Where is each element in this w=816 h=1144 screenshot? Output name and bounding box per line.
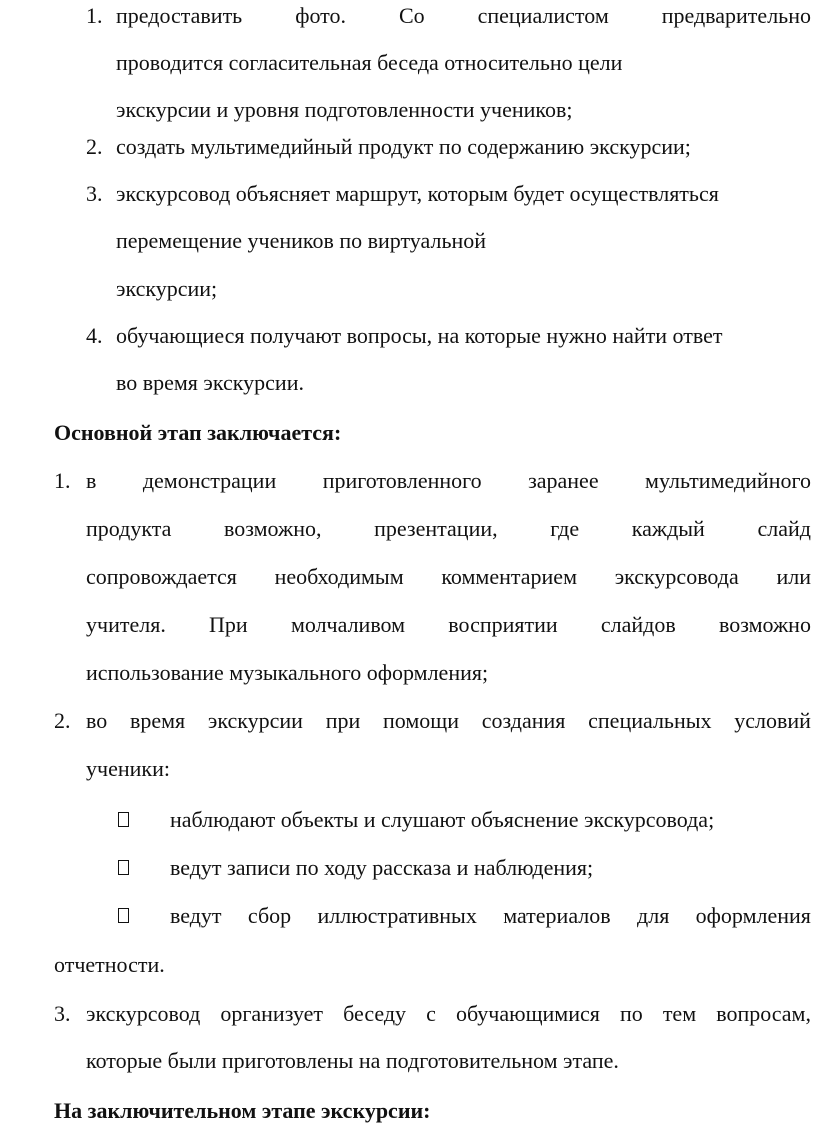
checkbox-bullet-icon: [118, 812, 129, 827]
paragraph-line: в демонстрации приготовленного заранее мультимедийного: [86, 468, 811, 493]
list-number: 1.: [86, 3, 103, 28]
section-heading: Основной этап заключается:: [54, 420, 342, 445]
paragraph-line: учителя. При молчаливом восприятии слайдов возможно: [86, 612, 811, 637]
paragraph-line: использование музыкального оформления;: [86, 660, 489, 685]
paragraph-line: создать мультимедийный продукт по содержанию экскурсии;: [116, 134, 691, 159]
list-number: 1.: [54, 468, 71, 493]
paragraph-line: во время экскурсии.: [116, 370, 304, 395]
paragraph-line: сопровождается необходимым комментарием экскурсовода или: [86, 564, 811, 589]
paragraph-line: которые были приготовлены на подготовительном этапе.: [86, 1048, 619, 1073]
paragraph-line: экскурсовод объясняет маршрут, которым будет осуществляться: [116, 181, 719, 206]
paragraph-line: экскурсии;: [116, 276, 218, 301]
paragraph-line: предоставить фото. Со специалистом предварительно: [116, 3, 811, 28]
bullet-text: ведут сбор иллюстративных материалов для оформления: [170, 903, 811, 928]
list-number: 4.: [86, 323, 103, 348]
paragraph-line: ученики:: [86, 756, 170, 781]
paragraph-line: отчетности.: [54, 952, 165, 977]
list-number: 2.: [54, 708, 71, 733]
list-number: 2.: [86, 134, 103, 159]
paragraph-line: проводится согласительная беседа относительно цели: [116, 50, 623, 75]
paragraph-line: продукта возможно, презентации, где каждый слайд: [86, 516, 811, 541]
bullet-text: наблюдают объекты и слушают объяснение экскурсовода;: [170, 807, 715, 832]
list-number: 3.: [86, 181, 103, 206]
paragraph-line: во время экскурсии при помощи создания специальных условий: [86, 708, 811, 733]
checkbox-bullet-icon: [118, 908, 129, 923]
checkbox-bullet-icon: [118, 860, 129, 875]
paragraph-line: обучающиеся получают вопросы, на которые нужно найти ответ: [116, 323, 723, 348]
paragraph-line: экскурсии и уровня подготовленности учеников;: [116, 97, 573, 122]
paragraph-line: экскурсовод организует беседу с обучающимися по тем вопросам,: [86, 1001, 811, 1026]
section-heading: На заключительном этапе экскурсии:: [54, 1098, 431, 1123]
bullet-text: ведут записи по ходу рассказа и наблюдения;: [170, 855, 594, 880]
list-number: 3.: [54, 1001, 71, 1026]
paragraph-line: перемещение учеников по виртуальной: [116, 228, 487, 253]
